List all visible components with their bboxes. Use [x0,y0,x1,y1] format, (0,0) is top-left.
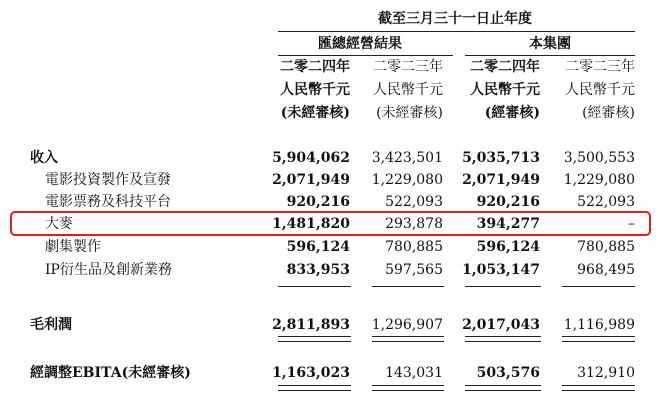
row-label-adjusted-ebita: 經調整EBITA(未經審核) [30,365,191,381]
gross-profit-col3: 2,017,043 [462,317,540,333]
col4-unit: 人民幣千元 [565,82,635,98]
company-rule [465,55,635,56]
subtotal-rule-col4 [562,286,635,287]
ip-innovation-col1: 833,953 [286,262,350,278]
col4-year: 二零二三年 [565,59,635,75]
aggregate-heading: 匯總經營結果 [318,36,402,52]
col2-note: (未經審核) [376,105,443,121]
damai-col1: 1,481,820 [272,216,350,232]
revenue-col1: 5,904,062 [272,150,350,166]
drama-col2: 780,885 [385,239,443,255]
row-label-damai: 大麥 [45,216,73,232]
row-label-film-investment: 電影投資製作及宣發 [45,172,171,188]
gross-profit-col2: 1,296,907 [371,317,443,333]
damai-col4: – [628,216,635,232]
drama-col4: 780,885 [577,239,635,255]
period-heading: 截至三月三十一日止年度 [378,11,532,27]
film-investment-col3: 2,071,949 [462,172,540,188]
drama-col1: 596,124 [286,239,350,255]
col1-note: (未經審核) [280,105,350,121]
col1-year: 二零二四年 [280,59,350,75]
col2-year: 二零二三年 [373,59,443,75]
ip-innovation-col3: 1,053,147 [462,262,540,278]
ticketing-col3: 920,216 [476,194,540,210]
period-rule [278,31,635,32]
adjusted-ebita-col1: 1,163,023 [272,365,350,381]
double-rule-ebita-col4 [562,385,635,391]
drama-col3: 596,124 [476,239,540,255]
double-rule-ebita-col2 [372,385,444,391]
col4-note: (經審核) [582,105,635,121]
ticketing-col2: 522,093 [385,194,443,210]
col2-unit: 人民幣千元 [373,82,443,98]
adjusted-ebita-col3: 503,576 [476,365,540,381]
row-label-gross-profit: 毛利潤 [30,317,72,333]
gross-profit-col1: 2,811,893 [272,317,350,333]
row-label-ip-innovation: IP衍生品及創新業務 [45,262,172,278]
double-rule-col2 [372,336,444,342]
col3-note: (經審核) [484,105,540,121]
film-investment-col4: 1,229,080 [563,172,635,188]
subtotal-rule-col1 [278,286,351,287]
row-label-revenue: 收入 [30,150,58,166]
double-rule-col4 [562,336,635,342]
col1-unit: 人民幣千元 [280,82,350,98]
aggregate-rule [278,55,453,56]
ticketing-col4: 522,093 [577,194,635,210]
adjusted-ebita-col2: 143,031 [385,365,443,381]
subtotal-rule-col3 [465,286,541,287]
gross-profit-col4: 1,116,989 [563,317,635,333]
film-investment-col1: 2,071,949 [272,172,350,188]
revenue-col4: 3,500,553 [563,150,635,166]
double-rule-ebita-col3 [465,385,541,391]
ticketing-col1: 920,216 [286,194,350,210]
ip-innovation-col4: 968,495 [577,262,635,278]
ip-innovation-col2: 597,565 [385,262,443,278]
double-rule-col1 [278,336,351,342]
damai-col2: 293,878 [385,216,443,232]
revenue-col2: 3,423,501 [371,150,443,166]
revenue-col3: 5,035,713 [462,150,540,166]
damai-col3: 394,277 [476,216,540,232]
col3-unit: 人民幣千元 [470,82,540,98]
double-rule-ebita-col1 [278,385,351,391]
col3-year: 二零二四年 [470,59,540,75]
subtotal-rule-col2 [372,286,444,287]
film-investment-col2: 1,229,080 [371,172,443,188]
company-heading: 本集團 [529,36,571,52]
adjusted-ebita-col4: 312,910 [577,365,635,381]
row-label-drama: 劇集製作 [45,239,101,255]
row-label-ticketing: 電影票務及科技平台 [45,194,171,210]
double-rule-col3 [465,336,541,342]
